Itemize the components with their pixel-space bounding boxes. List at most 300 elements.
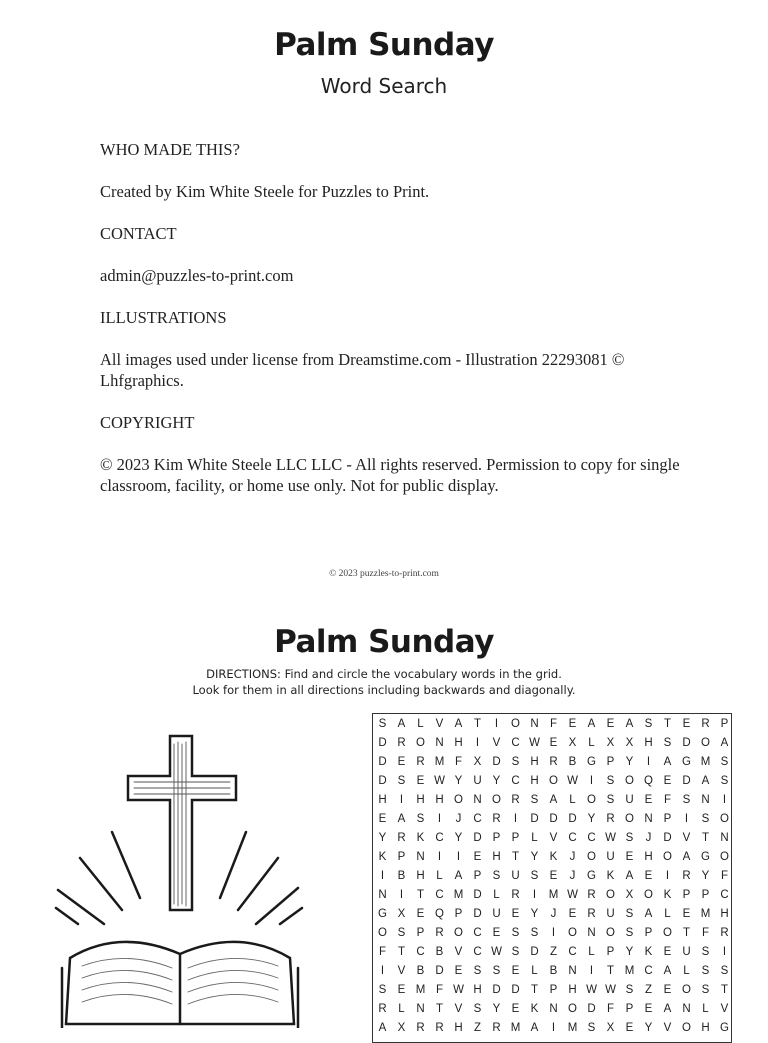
grid-letter[interactable]: V <box>397 964 406 977</box>
grid-letter[interactable]: T <box>435 1002 444 1015</box>
grid-letter[interactable]: C <box>511 774 520 787</box>
grid-letter[interactable]: C <box>568 945 577 958</box>
grid-letter[interactable]: F <box>720 869 729 882</box>
grid-letter[interactable]: D <box>378 755 387 768</box>
grid-letter[interactable]: Y <box>625 945 634 958</box>
grid-letter[interactable]: W <box>567 888 578 901</box>
grid-letter[interactable]: T <box>473 717 482 730</box>
grid-letter[interactable]: S <box>511 945 520 958</box>
grid-letter[interactable]: R <box>720 926 729 939</box>
grid-letter[interactable]: Y <box>530 907 539 920</box>
grid-letter[interactable]: F <box>378 945 387 958</box>
grid-letter[interactable]: N <box>530 717 539 730</box>
grid-letter[interactable]: I <box>380 869 385 882</box>
grid-letter[interactable]: O <box>682 1021 691 1034</box>
grid-letter[interactable]: L <box>417 717 424 730</box>
grid-letter[interactable]: L <box>493 888 500 901</box>
grid-letter[interactable]: O <box>511 717 520 730</box>
grid-letter[interactable]: C <box>644 964 653 977</box>
grid-letter[interactable]: C <box>587 831 596 844</box>
grid-letter[interactable]: N <box>473 793 482 806</box>
grid-letter[interactable]: V <box>663 1021 672 1034</box>
grid-letter[interactable]: C <box>416 945 425 958</box>
grid-letter[interactable]: M <box>510 1021 521 1034</box>
grid-letter[interactable]: H <box>473 983 482 996</box>
grid-letter[interactable]: D <box>568 812 577 825</box>
grid-letter[interactable]: S <box>682 793 691 806</box>
grid-letter[interactable]: E <box>397 983 406 996</box>
grid-letter[interactable]: R <box>397 831 406 844</box>
grid-letter[interactable]: O <box>587 793 596 806</box>
grid-letter[interactable]: A <box>663 964 672 977</box>
grid-letter[interactable]: Y <box>644 1021 653 1034</box>
grid-letter[interactable]: P <box>473 869 482 882</box>
grid-letter[interactable]: H <box>378 793 387 806</box>
grid-letter[interactable]: O <box>720 850 729 863</box>
grid-letter[interactable]: P <box>625 1002 634 1015</box>
grid-letter[interactable]: R <box>549 755 558 768</box>
grid-letter[interactable]: I <box>532 888 537 901</box>
grid-letter[interactable]: O <box>625 774 634 787</box>
grid-letter[interactable]: Z <box>644 983 653 996</box>
grid-letter[interactable]: U <box>625 793 634 806</box>
grid-letter[interactable]: K <box>378 850 387 863</box>
grid-letter[interactable]: X <box>606 736 615 749</box>
grid-letter[interactable]: M <box>624 964 635 977</box>
grid-letter[interactable]: R <box>435 926 444 939</box>
grid-letter[interactable]: S <box>701 983 710 996</box>
grid-letter[interactable]: I <box>513 812 518 825</box>
grid-letter[interactable]: C <box>720 888 729 901</box>
grid-letter[interactable]: H <box>435 793 444 806</box>
grid-letter[interactable]: K <box>644 945 653 958</box>
grid-letter[interactable]: S <box>397 926 406 939</box>
grid-letter[interactable]: N <box>435 736 444 749</box>
grid-letter[interactable]: S <box>530 793 539 806</box>
grid-letter[interactable]: S <box>606 774 615 787</box>
grid-letter[interactable]: E <box>663 945 672 958</box>
grid-letter[interactable]: S <box>511 755 520 768</box>
grid-letter[interactable]: H <box>701 1021 710 1034</box>
grid-letter[interactable]: J <box>569 869 576 882</box>
grid-letter[interactable]: R <box>416 755 425 768</box>
grid-letter[interactable]: O <box>701 736 710 749</box>
grid-letter[interactable]: T <box>511 850 520 863</box>
grid-letter[interactable]: N <box>549 1002 558 1015</box>
grid-letter[interactable]: G <box>587 755 596 768</box>
grid-letter[interactable]: F <box>606 1002 615 1015</box>
grid-letter[interactable]: R <box>416 1021 425 1034</box>
grid-letter[interactable]: L <box>531 964 538 977</box>
grid-letter[interactable]: N <box>378 888 387 901</box>
grid-letter[interactable]: A <box>701 774 710 787</box>
grid-letter[interactable]: K <box>606 869 615 882</box>
grid-letter[interactable]: Y <box>492 1002 501 1015</box>
grid-letter[interactable]: I <box>399 793 404 806</box>
grid-letter[interactable]: L <box>683 964 690 977</box>
grid-letter[interactable]: D <box>663 831 672 844</box>
grid-letter[interactable]: P <box>454 907 463 920</box>
grid-letter[interactable]: S <box>473 964 482 977</box>
grid-letter[interactable]: E <box>549 869 558 882</box>
grid-letter[interactable]: P <box>644 926 653 939</box>
grid-letter[interactable]: L <box>531 831 538 844</box>
grid-letter[interactable]: B <box>549 964 558 977</box>
grid-letter[interactable]: O <box>587 850 596 863</box>
grid-letter[interactable]: A <box>663 1002 672 1015</box>
grid-letter[interactable]: N <box>644 812 653 825</box>
grid-letter[interactable]: V <box>435 717 444 730</box>
grid-letter[interactable]: C <box>435 888 444 901</box>
grid-letter[interactable]: I <box>494 717 499 730</box>
grid-letter[interactable]: O <box>378 926 387 939</box>
grid-letter[interactable]: P <box>606 945 615 958</box>
grid-letter[interactable]: A <box>378 1021 387 1034</box>
grid-letter[interactable]: I <box>475 736 480 749</box>
grid-letter[interactable]: L <box>664 907 671 920</box>
grid-letter[interactable]: V <box>492 736 501 749</box>
grid-letter[interactable]: E <box>644 1002 653 1015</box>
grid-letter[interactable]: W <box>586 983 597 996</box>
grid-letter[interactable]: V <box>454 1002 463 1015</box>
grid-letter[interactable]: E <box>568 907 577 920</box>
grid-letter[interactable]: R <box>492 812 501 825</box>
grid-letter[interactable]: C <box>473 812 482 825</box>
grid-letter[interactable]: L <box>569 793 576 806</box>
grid-letter[interactable]: O <box>454 793 463 806</box>
grid-letter[interactable]: O <box>454 926 463 939</box>
grid-letter[interactable]: Q <box>644 774 653 787</box>
grid-letter[interactable]: T <box>530 983 539 996</box>
grid-letter[interactable]: G <box>587 869 596 882</box>
grid-letter[interactable]: I <box>551 926 556 939</box>
grid-letter[interactable]: I <box>722 945 727 958</box>
grid-letter[interactable]: F <box>435 983 444 996</box>
grid-letter[interactable]: C <box>568 831 577 844</box>
grid-letter[interactable]: T <box>606 964 615 977</box>
grid-letter[interactable]: S <box>701 964 710 977</box>
grid-letter[interactable]: S <box>416 812 425 825</box>
grid-letter[interactable]: H <box>568 983 577 996</box>
grid-letter[interactable]: D <box>435 964 444 977</box>
grid-letter[interactable]: E <box>682 907 691 920</box>
grid-letter[interactable]: X <box>473 755 482 768</box>
grid-letter[interactable]: E <box>606 717 615 730</box>
grid-letter[interactable]: S <box>492 964 501 977</box>
grid-letter[interactable]: A <box>625 869 634 882</box>
grid-letter[interactable]: G <box>701 850 710 863</box>
grid-letter[interactable]: E <box>511 907 520 920</box>
grid-letter[interactable]: X <box>625 736 634 749</box>
grid-letter[interactable]: E <box>454 964 463 977</box>
grid-letter[interactable]: J <box>645 831 652 844</box>
grid-letter[interactable]: O <box>568 926 577 939</box>
grid-letter[interactable]: H <box>416 793 425 806</box>
grid-letter[interactable]: U <box>606 907 615 920</box>
grid-letter[interactable]: G <box>682 755 691 768</box>
grid-letter[interactable]: E <box>682 717 691 730</box>
grid-letter[interactable]: H <box>416 869 425 882</box>
grid-letter[interactable]: E <box>644 869 653 882</box>
grid-letter[interactable]: E <box>397 755 406 768</box>
grid-letter[interactable]: I <box>646 755 651 768</box>
grid-letter[interactable]: O <box>568 1002 577 1015</box>
grid-letter[interactable]: Y <box>701 869 710 882</box>
grid-letter[interactable]: A <box>530 1021 539 1034</box>
grid-letter[interactable]: Z <box>549 945 558 958</box>
grid-letter[interactable]: L <box>588 736 595 749</box>
grid-letter[interactable]: C <box>473 926 482 939</box>
grid-letter[interactable]: D <box>378 774 387 787</box>
grid-letter[interactable]: A <box>644 907 653 920</box>
grid-letter[interactable]: O <box>549 774 558 787</box>
grid-letter[interactable]: D <box>492 983 501 996</box>
grid-letter[interactable]: M <box>700 755 711 768</box>
grid-letter[interactable]: Y <box>625 755 634 768</box>
grid-letter[interactable]: P <box>549 983 558 996</box>
grid-letter[interactable]: A <box>454 717 463 730</box>
grid-letter[interactable]: I <box>589 774 594 787</box>
grid-letter[interactable]: O <box>682 983 691 996</box>
grid-letter[interactable]: S <box>530 926 539 939</box>
grid-letter[interactable]: E <box>416 774 425 787</box>
grid-letter[interactable]: T <box>663 717 672 730</box>
grid-letter[interactable]: U <box>682 945 691 958</box>
grid-letter[interactable]: H <box>530 755 539 768</box>
grid-letter[interactable]: O <box>625 812 634 825</box>
grid-letter[interactable]: W <box>605 831 616 844</box>
grid-letter[interactable]: P <box>416 926 425 939</box>
grid-letter[interactable]: F <box>663 793 672 806</box>
grid-letter[interactable]: U <box>511 869 520 882</box>
grid-letter[interactable]: R <box>511 793 520 806</box>
grid-letter[interactable]: O <box>644 888 653 901</box>
grid-letter[interactable]: W <box>605 983 616 996</box>
grid-letter[interactable]: E <box>663 983 672 996</box>
grid-letter[interactable]: P <box>492 831 501 844</box>
grid-letter[interactable]: F <box>549 717 558 730</box>
grid-letter[interactable]: U <box>492 907 501 920</box>
grid-letter[interactable]: A <box>397 812 406 825</box>
grid-letter[interactable]: X <box>625 888 634 901</box>
grid-letter[interactable]: K <box>549 850 558 863</box>
grid-letter[interactable]: N <box>568 964 577 977</box>
grid-letter[interactable]: Q <box>435 907 444 920</box>
grid-letter[interactable]: E <box>663 774 672 787</box>
grid-letter[interactable]: Y <box>530 850 539 863</box>
grid-letter[interactable]: S <box>511 926 520 939</box>
grid-letter[interactable]: S <box>625 907 634 920</box>
grid-letter[interactable]: N <box>587 926 596 939</box>
grid-letter[interactable]: K <box>416 831 425 844</box>
grid-letter[interactable]: O <box>606 888 615 901</box>
grid-letter[interactable]: W <box>529 736 540 749</box>
grid-letter[interactable]: B <box>416 964 425 977</box>
grid-letter[interactable]: N <box>416 1002 425 1015</box>
grid-letter[interactable]: X <box>606 1021 615 1034</box>
grid-letter[interactable]: A <box>682 850 691 863</box>
grid-letter[interactable]: X <box>568 736 577 749</box>
grid-letter[interactable]: V <box>682 831 691 844</box>
grid-letter[interactable]: Y <box>492 774 501 787</box>
grid-letter[interactable]: S <box>625 926 634 939</box>
grid-letter[interactable]: S <box>378 983 387 996</box>
grid-letter[interactable]: C <box>511 736 520 749</box>
grid-letter[interactable]: T <box>701 831 710 844</box>
grid-letter[interactable]: Y <box>587 812 596 825</box>
grid-letter[interactable]: I <box>665 869 670 882</box>
grid-letter[interactable]: F <box>454 755 463 768</box>
contact-email[interactable]: admin@puzzles-to-print.com <box>100 266 294 285</box>
grid-letter[interactable]: P <box>720 717 729 730</box>
grid-letter[interactable]: L <box>588 945 595 958</box>
grid-letter[interactable]: S <box>530 869 539 882</box>
grid-letter[interactable]: I <box>589 964 594 977</box>
grid-letter[interactable]: U <box>606 850 615 863</box>
grid-letter[interactable]: U <box>473 774 482 787</box>
grid-letter[interactable]: S <box>720 755 729 768</box>
grid-letter[interactable]: R <box>587 907 596 920</box>
grid-letter[interactable]: Y <box>454 774 463 787</box>
grid-letter[interactable]: J <box>455 812 462 825</box>
grid-letter[interactable]: C <box>435 831 444 844</box>
grid-letter[interactable]: A <box>587 717 596 730</box>
grid-letter[interactable]: S <box>378 717 387 730</box>
grid-letter[interactable]: R <box>606 812 615 825</box>
grid-letter[interactable]: J <box>550 907 557 920</box>
grid-letter[interactable]: J <box>569 850 576 863</box>
grid-letter[interactable]: S <box>625 831 634 844</box>
grid-letter[interactable]: W <box>491 945 502 958</box>
grid-letter[interactable]: D <box>682 736 691 749</box>
grid-letter[interactable]: B <box>435 945 444 958</box>
grid-letter[interactable]: N <box>720 831 729 844</box>
grid-letter[interactable]: D <box>473 831 482 844</box>
grid-letter[interactable]: T <box>720 983 729 996</box>
grid-letter[interactable]: P <box>397 850 406 863</box>
grid-letter[interactable]: D <box>682 774 691 787</box>
grid-letter[interactable]: V <box>454 945 463 958</box>
grid-letter[interactable]: I <box>456 850 461 863</box>
grid-letter[interactable]: W <box>567 774 578 787</box>
grid-letter[interactable]: V <box>549 831 558 844</box>
grid-letter[interactable]: E <box>511 1002 520 1015</box>
grid-letter[interactable]: P <box>701 888 710 901</box>
grid-letter[interactable]: X <box>397 907 406 920</box>
grid-letter[interactable]: S <box>663 736 672 749</box>
grid-letter[interactable]: I <box>399 888 404 901</box>
grid-letter[interactable]: D <box>378 736 387 749</box>
grid-letter[interactable]: V <box>720 1002 729 1015</box>
grid-letter[interactable]: E <box>568 717 577 730</box>
grid-letter[interactable]: N <box>416 850 425 863</box>
grid-letter[interactable]: D <box>530 945 539 958</box>
grid-letter[interactable]: S <box>473 1002 482 1015</box>
grid-letter[interactable]: H <box>644 736 653 749</box>
grid-letter[interactable]: S <box>587 1021 596 1034</box>
grid-letter[interactable]: O <box>720 812 729 825</box>
grid-letter[interactable]: P <box>663 812 672 825</box>
grid-letter[interactable]: O <box>492 793 501 806</box>
grid-letter[interactable]: W <box>434 774 445 787</box>
grid-letter[interactable]: S <box>701 945 710 958</box>
grid-letter[interactable]: E <box>625 850 634 863</box>
grid-letter[interactable]: P <box>682 888 691 901</box>
grid-letter[interactable]: D <box>492 755 501 768</box>
grid-letter[interactable]: H <box>454 1021 463 1034</box>
grid-letter[interactable]: T <box>397 945 406 958</box>
grid-letter[interactable]: S <box>397 774 406 787</box>
grid-letter[interactable]: H <box>492 850 501 863</box>
grid-letter[interactable]: L <box>436 869 443 882</box>
grid-letter[interactable]: D <box>473 907 482 920</box>
grid-letter[interactable]: A <box>663 755 672 768</box>
grid-letter[interactable]: T <box>416 888 425 901</box>
grid-letter[interactable]: O <box>606 926 615 939</box>
grid-letter[interactable]: E <box>416 907 425 920</box>
grid-letter[interactable]: P <box>511 831 520 844</box>
grid-letter[interactable]: E <box>644 793 653 806</box>
grid-letter[interactable]: K <box>530 1002 539 1015</box>
grid-letter[interactable]: S <box>720 774 729 787</box>
grid-letter[interactable]: C <box>473 945 482 958</box>
grid-letter[interactable]: R <box>511 888 520 901</box>
grid-letter[interactable]: M <box>548 888 559 901</box>
grid-letter[interactable]: S <box>492 869 501 882</box>
grid-letter[interactable]: E <box>625 1021 634 1034</box>
grid-letter[interactable]: Z <box>473 1021 482 1034</box>
grid-letter[interactable]: T <box>682 926 691 939</box>
grid-letter[interactable]: I <box>551 1021 556 1034</box>
grid-letter[interactable]: K <box>663 888 672 901</box>
grid-letter[interactable]: H <box>720 907 729 920</box>
grid-letter[interactable]: I <box>437 812 442 825</box>
grid-letter[interactable]: W <box>453 983 464 996</box>
grid-letter[interactable]: P <box>606 755 615 768</box>
grid-letter[interactable]: R <box>587 888 596 901</box>
grid-letter[interactable]: A <box>397 717 406 730</box>
grid-letter[interactable]: Y <box>454 831 463 844</box>
grid-letter[interactable]: I <box>380 964 385 977</box>
grid-letter[interactable]: E <box>549 736 558 749</box>
grid-letter[interactable]: D <box>511 983 520 996</box>
grid-letter[interactable]: D <box>587 1002 596 1015</box>
grid-letter[interactable]: M <box>434 755 445 768</box>
grid-letter[interactable]: G <box>720 1021 729 1034</box>
grid-letter[interactable]: N <box>701 793 710 806</box>
grid-letter[interactable]: M <box>453 888 464 901</box>
grid-letter[interactable]: S <box>701 812 710 825</box>
grid-letter[interactable]: E <box>378 812 387 825</box>
grid-letter[interactable]: B <box>397 869 406 882</box>
grid-letter[interactable]: L <box>702 1002 709 1015</box>
grid-letter[interactable]: M <box>415 983 426 996</box>
grid-letter[interactable]: R <box>492 1021 501 1034</box>
grid-letter[interactable]: I <box>684 812 689 825</box>
grid-letter[interactable]: A <box>625 717 634 730</box>
grid-letter[interactable]: M <box>567 1021 578 1034</box>
grid-letter[interactable]: D <box>473 888 482 901</box>
grid-letter[interactable]: M <box>700 907 711 920</box>
grid-letter[interactable]: O <box>663 850 672 863</box>
grid-letter[interactable]: O <box>663 926 672 939</box>
grid-letter[interactable]: H <box>644 850 653 863</box>
grid-letter[interactable]: R <box>378 1002 387 1015</box>
grid-letter[interactable]: A <box>549 793 558 806</box>
grid-letter[interactable]: G <box>378 907 387 920</box>
grid-letter[interactable]: A <box>454 869 463 882</box>
grid-letter[interactable]: O <box>416 736 425 749</box>
